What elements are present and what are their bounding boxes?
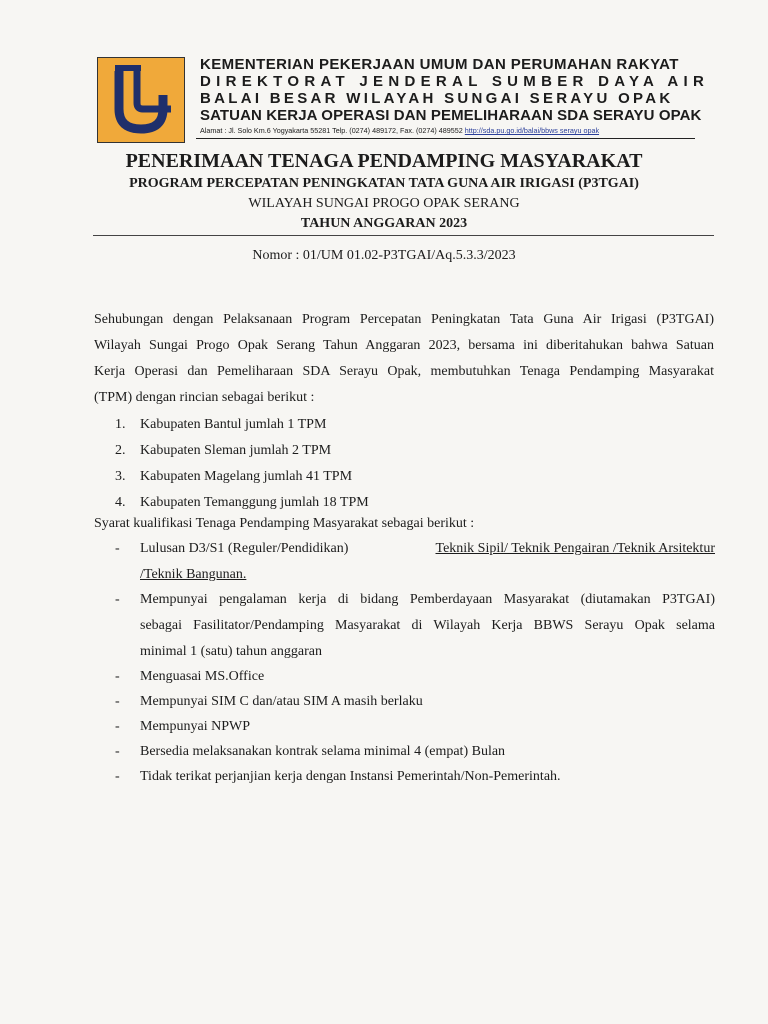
ministry-logo-icon: [97, 57, 185, 143]
fiscal-year-title: TAHUN ANGGARAN 2023: [300, 216, 468, 231]
program-title: PROGRAM PERCEPATAN PENINGKATAN TATA GUNA AIR IRIGASI (P3TGAI): [129, 176, 639, 191]
bullet-dash: -: [115, 669, 120, 684]
bullet-dash: -: [115, 694, 120, 709]
intro-paragraph: [94, 307, 714, 411]
title-divider: [93, 235, 714, 236]
intro-line: Kerja Operasi dan Pemeliharaan SDA Serayu Opak, membutuhkan Tenaga Pendamping Masyarakat: [94, 364, 714, 379]
requirement-line: Mempunyai SIM C dan/atau SIM A masih berlaku: [140, 694, 423, 709]
list-number: 2.: [115, 443, 126, 458]
requirement-line: Bersedia melaksanakan kontrak selama minimal 4 (empat) Bulan: [140, 744, 506, 759]
list-number: 4.: [115, 495, 126, 510]
requirement-line: Mempunyai NPWP: [140, 719, 251, 734]
bullet-dash: -: [115, 769, 120, 784]
requirement-text: Lulusan D3/S1 (Reguler/Pendidikan): [140, 541, 349, 556]
intro-line: Wilayah Sungai Progo Opak Serang Tahun Anggaran 2023, bersama ini diberitahukan bahwa Satuan: [94, 338, 714, 353]
page-title: PENERIMAAN TENAGA PENDAMPING MASYARAKAT: [125, 150, 643, 172]
list-text: Kabupaten Bantul jumlah 1 TPM: [140, 417, 327, 432]
letterhead-url-link[interactable]: http://sda.pu.go.id/balai/bbws serayu opak: [464, 126, 600, 135]
list-item: [115, 464, 615, 490]
letterhead-unit: SATUAN KERJA OPERASI DAN PEMELIHARAAN SDA SERAYU OPAK: [200, 107, 702, 124]
bullet-dash: -: [115, 719, 120, 734]
district-list: [115, 412, 615, 516]
letterhead-ministry: KEMENTERIAN PEKERJAAN UMUM DAN PERUMAHAN RAKYAT: [200, 56, 679, 73]
letterhead-address: Alamat : Jl. Solo Km.6 Yogyakarta 55281 Telp. (0274) 489172, Fax. (0274) 489552: [200, 126, 463, 135]
list-text: Kabupaten Sleman jumlah 2 TPM: [140, 443, 332, 458]
requirements-heading: Syarat kualifikasi Tenaga Pendamping Masyarakat sebagai berikut :: [94, 516, 475, 531]
list-number: 3.: [115, 469, 126, 484]
letterhead-address-block: [200, 126, 599, 135]
requirement-line: minimal 1 (satu) tahun anggaran: [140, 644, 322, 659]
intro-line: (TPM) dengan rincian sebagai berikut :: [94, 390, 315, 405]
requirement-line: Tidak terikat perjanjian kerja dengan Instansi Pemerintah/Non-Pemerintah.: [140, 769, 561, 784]
document-number: Nomor : 01/UM 01.02-P3TGAI/Aq.5.3.3/2023: [252, 248, 516, 263]
letterhead-divider: [196, 138, 695, 139]
region-title: WILAYAH SUNGAI PROGO OPAK SERANG: [248, 196, 520, 211]
list-text: Kabupaten Magelang jumlah 41 TPM: [140, 469, 353, 484]
bullet-dash: -: [115, 744, 120, 759]
list-item: [115, 412, 615, 438]
bullet-dash: -: [115, 541, 120, 556]
list-number: 1.: [115, 417, 126, 432]
requirement-text-underlined: /Teknik Bangunan.: [140, 567, 247, 582]
requirement-line: [140, 536, 715, 562]
letterhead-office: BALAI BESAR WILAYAH SUNGAI SERAYU OPAK: [200, 90, 674, 107]
requirement-line: sebagai Fasilitator/Pendamping Masyarakat di Wilayah Kerja BBWS Serayu Opak selama: [140, 618, 715, 633]
intro-line: Sehubungan dengan Pelaksanaan Program Percepatan Peningkatan Tata Guna Air Irigasi (P3TGAI): [94, 312, 714, 327]
list-text: Kabupaten Temanggung jumlah 18 TPM: [140, 495, 369, 510]
list-item: [115, 490, 615, 516]
list-item: [115, 438, 615, 464]
requirement-line: Menguasai MS.Office: [140, 669, 265, 684]
bullet-dash: -: [115, 592, 120, 607]
requirement-line: Mempunyai pengalaman kerja di bidang Pemberdayaan Masyarakat (diutamakan P3TGAI): [140, 592, 715, 607]
requirement-text-underlined: Teknik Sipil/ Teknik Pengairan /Teknik Arsitektur: [435, 541, 715, 556]
letterhead-directorate: DIREKTORAT JENDERAL SUMBER DAYA AIR: [200, 73, 710, 90]
